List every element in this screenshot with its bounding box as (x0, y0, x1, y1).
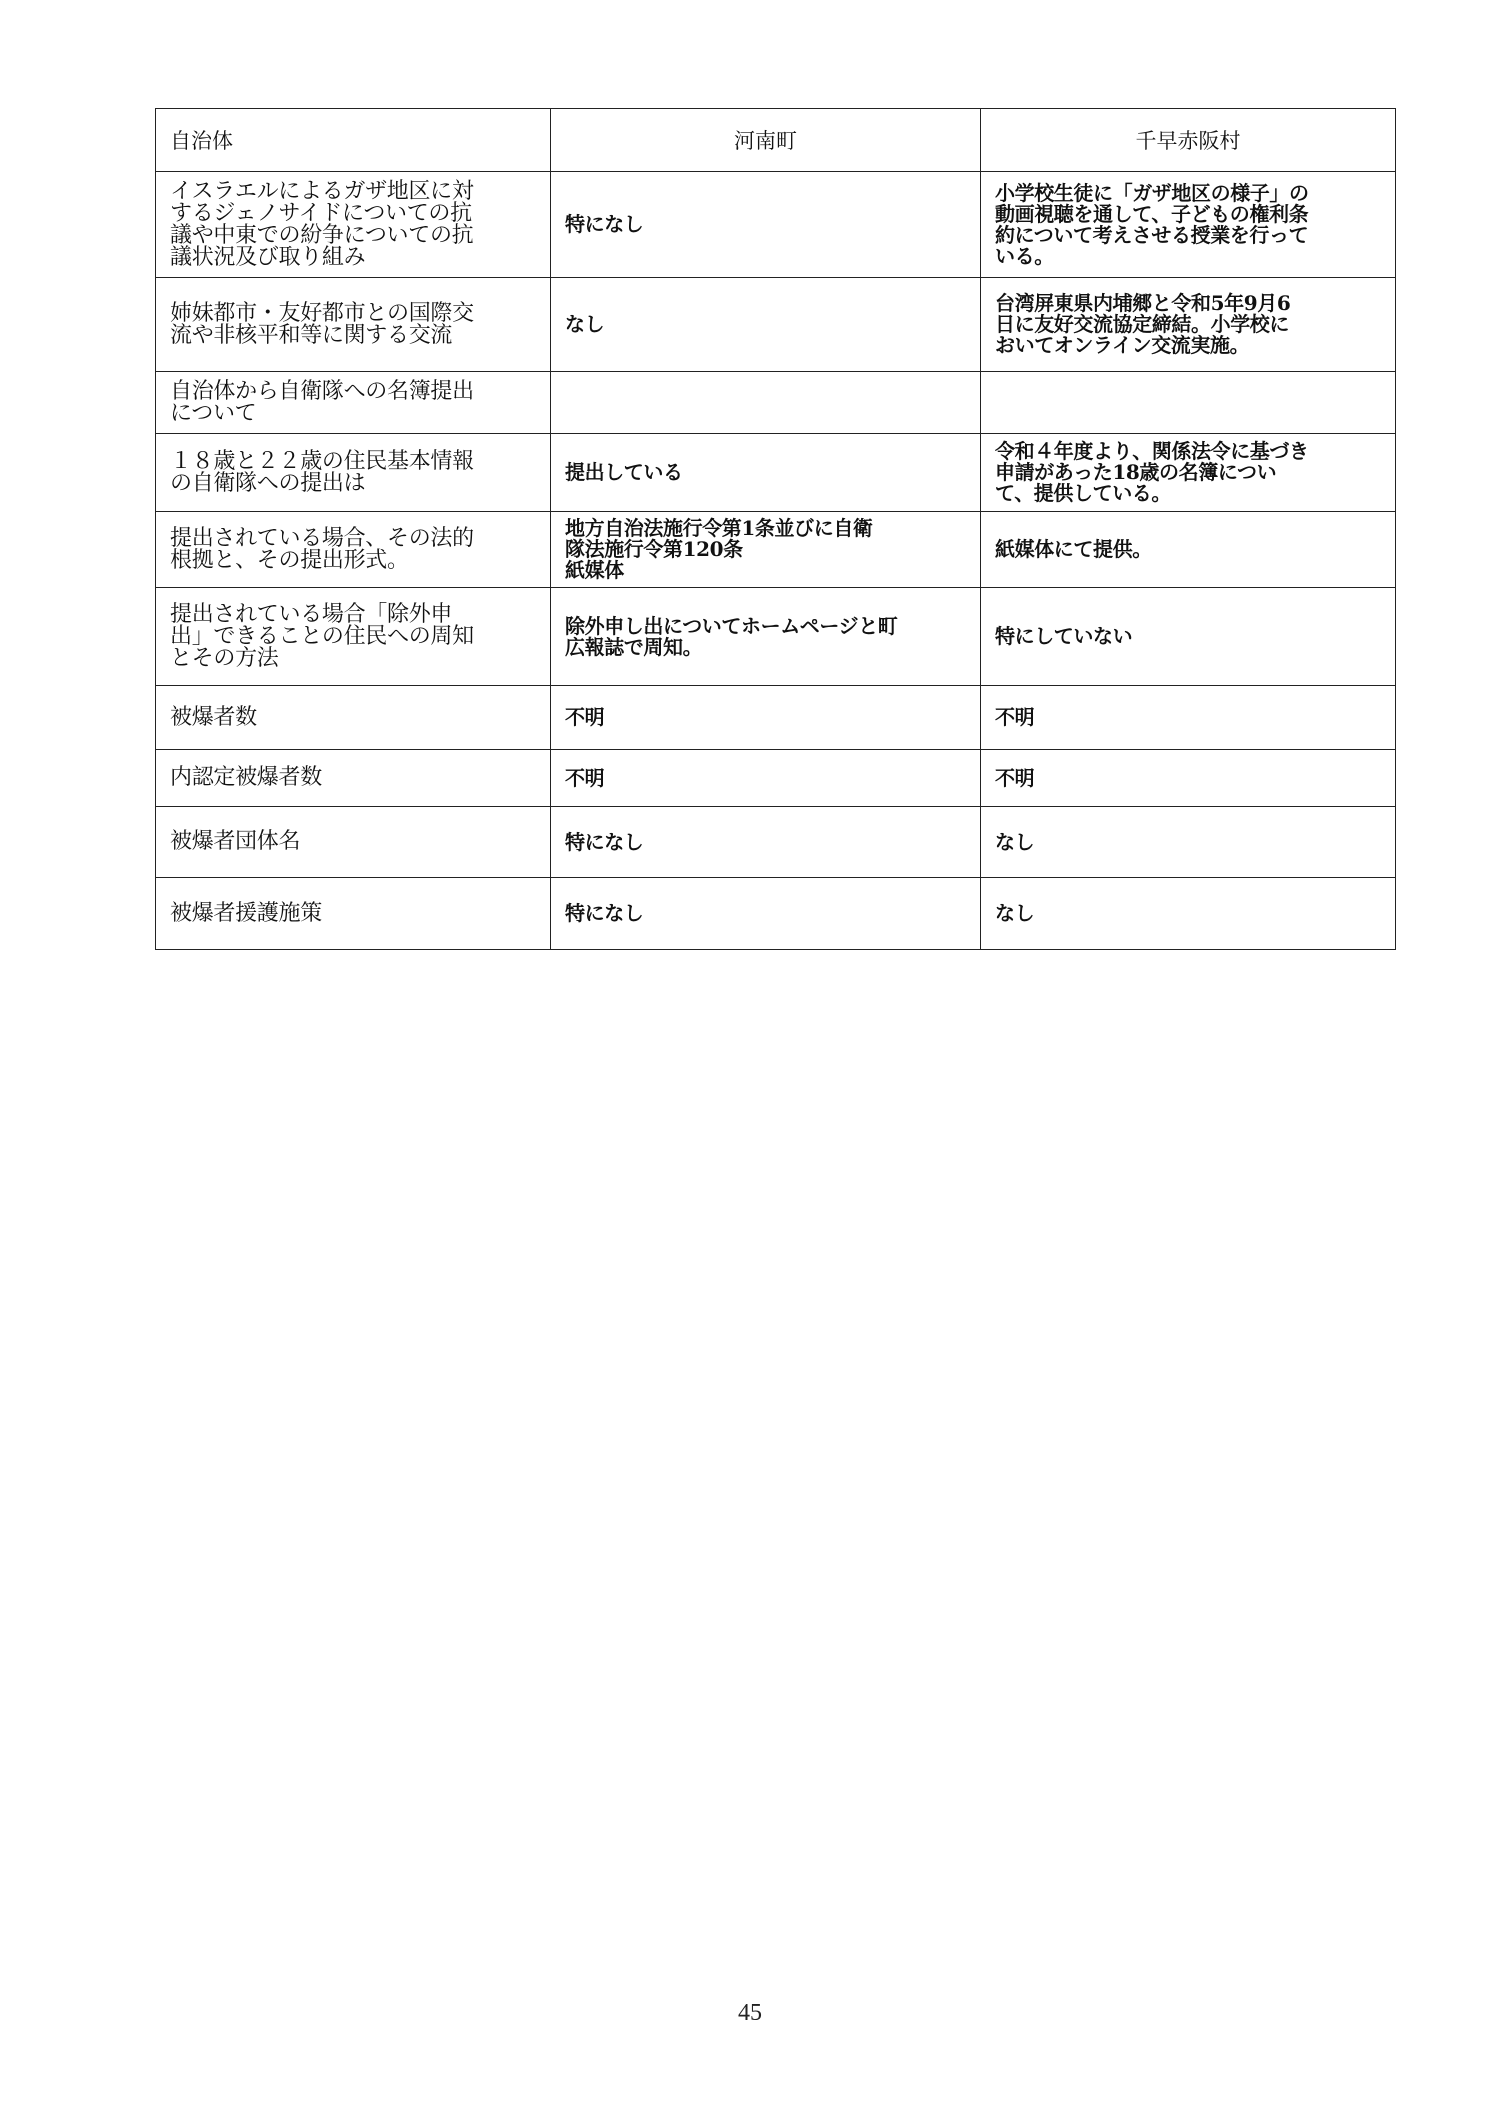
row-value-chihayaakasaka: 不明 (981, 686, 1396, 750)
row-value-chihayaakasaka: 不明 (981, 750, 1396, 807)
row-value-kanan: 提出している (551, 434, 981, 512)
row-item: 内認定被爆者数 (156, 750, 551, 807)
row-value-chihayaakasaka: なし (981, 807, 1396, 878)
header-label: 自治体 (156, 109, 551, 172)
row-item: 提出されている場合、その法的 根拠と、その提出形式。 (156, 512, 551, 588)
row-value-kanan: 地方自治法施行令第1条並びに自衛 隊法施行令第120条 紙媒体 (551, 512, 981, 588)
survey-table (155, 108, 1396, 950)
row-value-chihayaakasaka: 特にしていない (981, 588, 1396, 686)
row-value-kanan: 特になし (551, 807, 981, 878)
table-row (156, 278, 1396, 372)
header-municipality-chihayaakasaka: 千早赤阪村 (981, 109, 1396, 172)
row-item: 被爆者団体名 (156, 807, 551, 878)
table-row (156, 686, 1396, 750)
row-item: 自治体から自衛隊への名簿提出 について (156, 372, 551, 434)
row-value-chihayaakasaka: 紙媒体にて提供。 (981, 512, 1396, 588)
row-value-kanan: 不明 (551, 686, 981, 750)
row-item: 提出されている場合「除外申 出」できることの住民への周知 とその方法 (156, 588, 551, 686)
row-item: 被爆者数 (156, 686, 551, 750)
table-row (156, 172, 1396, 278)
row-value-kanan (551, 372, 981, 434)
row-item: 被爆者援護施策 (156, 878, 551, 950)
table-row (156, 588, 1396, 686)
row-item: イスラエルによるガザ地区に対 するジェノサイドについての抗 議や中東での紛争についての抗 議状況及び取り組み (156, 172, 551, 278)
row-item: 姉妹都市・友好都市との国際交 流や非核平和等に関する交流 (156, 278, 551, 372)
table-row (156, 372, 1396, 434)
row-value-chihayaakasaka: 令和４年度より、関係法令に基づき 申請があった18歳の名簿につい て、提供している。 (981, 434, 1396, 512)
table-row (156, 750, 1396, 807)
table-row (156, 878, 1396, 950)
row-value-kanan: なし (551, 278, 981, 372)
row-value-chihayaakasaka: 台湾屏東県内埔郷と令和5年9月6 日に友好交流協定締結。小学校に おいてオンライン交流実施。 (981, 278, 1396, 372)
row-value-kanan: 特になし (551, 172, 981, 278)
row-value-kanan: 特になし (551, 878, 981, 950)
page-number: 45 (738, 2000, 762, 2026)
header-municipality-kanan: 河南町 (551, 109, 981, 172)
row-value-kanan: 除外申し出についてホームページと町 広報誌で周知。 (551, 588, 981, 686)
row-value-chihayaakasaka (981, 372, 1396, 434)
row-value-chihayaakasaka: なし (981, 878, 1396, 950)
row-value-kanan: 不明 (551, 750, 981, 807)
table-row (156, 807, 1396, 878)
table-header-row (156, 109, 1396, 172)
row-value-chihayaakasaka: 小学校生徒に「ガザ地区の様子」の 動画視聴を通して、子どもの権利条 約について考えさせる授業を行って いる。 (981, 172, 1396, 278)
table-row (156, 512, 1396, 588)
table-row (156, 434, 1396, 512)
row-item: １８歳と２２歳の住民基本情報 の自衛隊への提出は (156, 434, 551, 512)
